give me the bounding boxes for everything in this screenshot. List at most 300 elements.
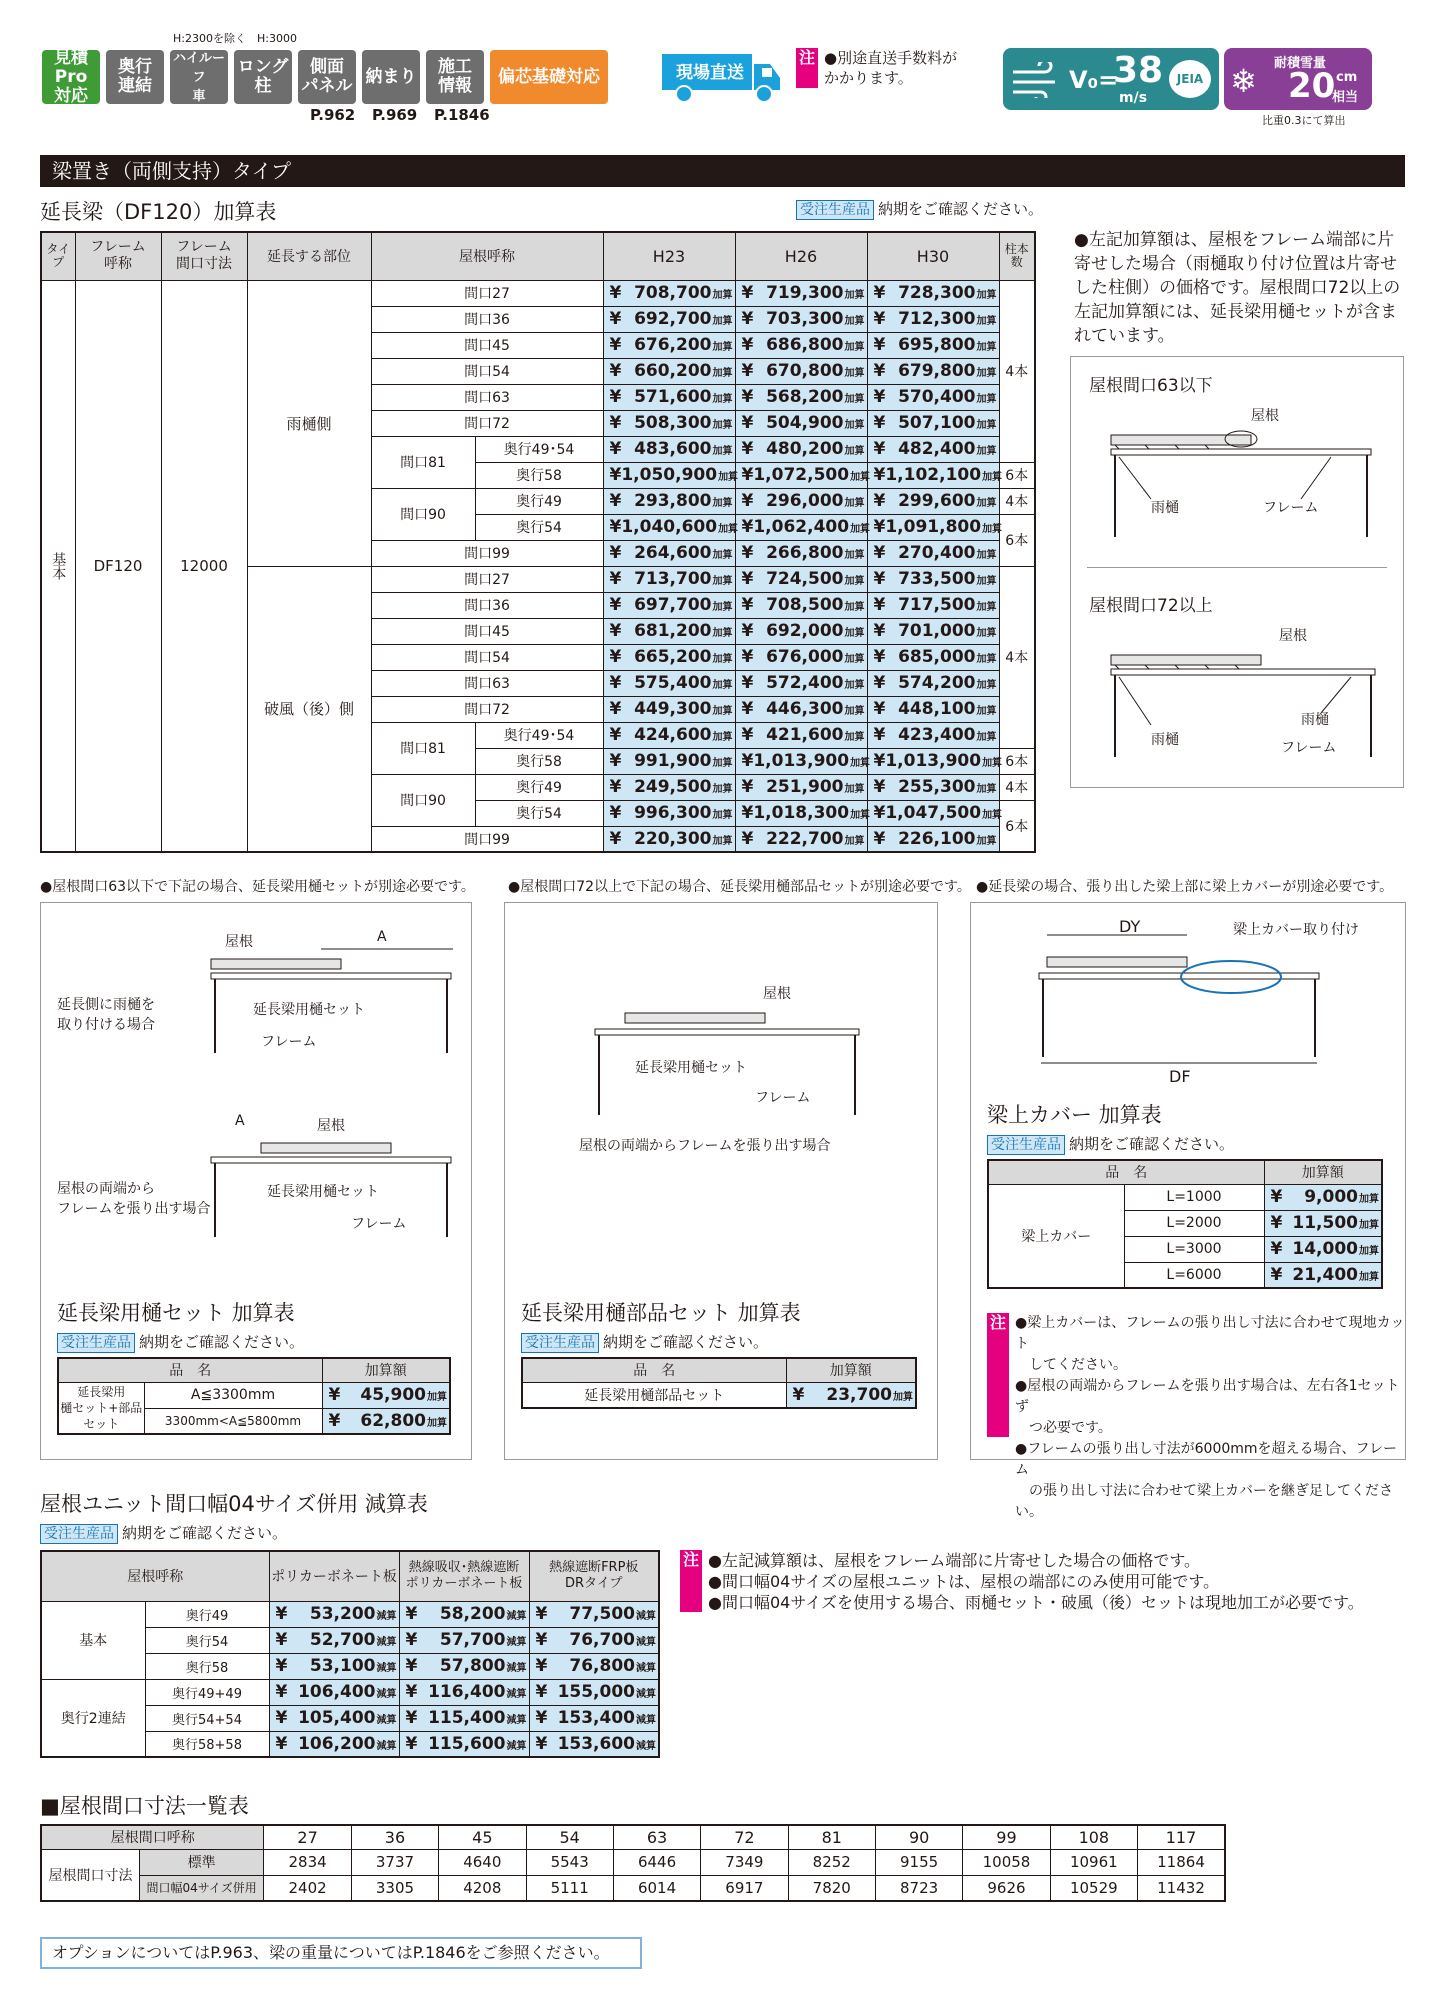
badge-2: ハイルーフ 車 (170, 50, 228, 104)
b3-price-3: ¥ 14,000加算 (1264, 1236, 1382, 1262)
reduce-price: ¥ 115,400減算 (399, 1705, 529, 1731)
ext-price: ¥ 423,400加算 (867, 722, 999, 748)
juchu-text: 納期をご確認ください。 (139, 1333, 305, 1351)
b3-title: 梁上カバー 加算表 (987, 1103, 1162, 1127)
b1-title: 延長梁用樋セット 加算表 (57, 1301, 295, 1325)
ext-price: ¥ 703,300加算 (735, 306, 867, 332)
b2-diagram (585, 999, 875, 1119)
b1-roof-label: 屋根 (225, 934, 253, 950)
diagram-title-72: 屋根間口72以上 (1089, 596, 1213, 616)
ext-price: ¥ 220,300加算 (603, 826, 735, 852)
reduce-note-2: ●間口幅04サイズの屋根ユニットは、屋根の端部にのみ使用可能です。 (708, 1572, 1220, 1591)
h-type: タイプ (41, 232, 75, 280)
b2-title: 延長梁用樋部品セット 加算表 (521, 1301, 801, 1325)
ext-price: ¥ 686,800加算 (735, 332, 867, 358)
ext-type: 基本 (41, 280, 75, 852)
reduce-price: ¥ 106,400減算 (269, 1679, 399, 1705)
h-price: 加算額 (1264, 1160, 1382, 1184)
ext-sub: 奥行49 (475, 774, 603, 800)
h-h26: H26 (735, 232, 867, 280)
snow-value: 20 (1288, 66, 1336, 106)
ext-sub: 奥行49･54 (475, 722, 603, 748)
ext-price: ¥ 679,800加算 (867, 358, 999, 384)
b2-frame-label: フレーム (755, 1090, 811, 1106)
reduce-price: ¥ 57,700減算 (399, 1627, 529, 1653)
diagram-roof-label-1: 屋根 (1251, 408, 1279, 424)
b1-price-1: ¥ 45,900加算 (322, 1382, 450, 1408)
b2-juchu-note (521, 1331, 768, 1353)
h-name: 品 名 (988, 1160, 1264, 1184)
ext-price: ¥ 1,018,300加算 (735, 800, 867, 826)
ext-price: ¥ 575,400加算 (603, 670, 735, 696)
h-name: 品 名 (522, 1358, 786, 1382)
ext-price: ¥ 264,600加算 (603, 540, 735, 566)
h-h30: H30 (867, 232, 999, 280)
ext-price: ¥ 226,100加算 (867, 826, 999, 852)
ext-price: ¥ 255,300加算 (867, 774, 999, 800)
b2-roof-label: 屋根 (763, 986, 791, 1002)
reduce-note-3: ●間口幅04サイズを使用する場合、雨樋セット・破風（後）セットは現地加工が必要です。 (708, 1593, 1364, 1612)
b2-price: ¥ 23,700加算 (786, 1382, 916, 1408)
b3-juchu-note (987, 1133, 1234, 1155)
reduce-note-mark: 注 (680, 1550, 702, 1612)
b3-len-2: L=2000 (1124, 1210, 1264, 1236)
dims-title: ■屋根間口寸法一覧表 (40, 1794, 249, 1818)
ext-roof: 間口99 (371, 826, 603, 852)
ext-posts: 6本 (999, 514, 1035, 566)
dims-name: 90 (875, 1825, 962, 1849)
reduce-depth: 奥行58+58 (145, 1731, 269, 1757)
dims-r2-val: 3305 (351, 1875, 438, 1901)
b1-frame-label-2: フレーム (351, 1216, 407, 1232)
ext-price: ¥ 480,200加算 (735, 436, 867, 462)
dims-row-label: 屋根間口寸法 (41, 1849, 139, 1901)
b1-set-label-2: 延長梁用樋セット (267, 1184, 379, 1200)
h-frame: フレーム 呼称 (75, 232, 161, 280)
ext-span: 12000 (161, 280, 247, 852)
b1-diagram-2 (201, 1129, 461, 1239)
h-span: フレーム 間口寸法 (161, 232, 247, 280)
ext-roof: 間口63 (371, 670, 603, 696)
dims-r2-val: 6917 (701, 1875, 788, 1901)
b1-case1-label: 延長側に雨樋を 取り付ける場合 (57, 997, 155, 1033)
snowflake-icon: ❄ (1230, 62, 1257, 100)
juchu-text: 納期をご確認ください。 (122, 1524, 288, 1542)
ext-price: ¥ 1,062,400加算 (735, 514, 867, 540)
ext-price: ¥ 251,900加算 (735, 774, 867, 800)
reduce-table (40, 1550, 660, 1758)
ext-price: ¥ 299,600加算 (867, 488, 999, 514)
reduce-price: ¥ 77,500減算 (529, 1601, 659, 1627)
b3-item: 梁上カバー (988, 1184, 1124, 1288)
made-to-order-badge: 受注生産品 (521, 1333, 599, 1353)
ext-price: ¥ 483,600加算 (603, 436, 735, 462)
b3-note-1: ●梁上カバーは、フレームの張り出し寸法に合わせて現地カット してください。 (1015, 1315, 1405, 1373)
jeia-mark: JEIA (1169, 60, 1211, 98)
ext-price: ¥ 504,900加算 (735, 410, 867, 436)
mid-note-2: ●屋根間口72以上で下記の場合、延長梁用樋部品セットが別途必要です。 (508, 879, 971, 895)
ext-price: ¥ 695,800加算 (867, 332, 999, 358)
ext-price: ¥ 296,000加算 (735, 488, 867, 514)
b3-note-mark: 注 (987, 1313, 1009, 1437)
dims-name: 108 (1050, 1825, 1137, 1849)
b3-dy-label: DY (1119, 917, 1141, 936)
ext-price: ¥ 572,400加算 (735, 670, 867, 696)
ext-roof: 間口72 (371, 696, 603, 722)
dims-table (40, 1824, 1226, 1902)
b1-a-label: A (377, 929, 387, 945)
reduce-notes (708, 1550, 1364, 1613)
h-name: 品 名 (58, 1358, 322, 1382)
reduce-depth: 奥行49 (145, 1601, 269, 1627)
ext-right-note: ●左記加算額は、屋根をフレーム端部に片寄せした場合（雨樋取り付け位置は片寄せした柱側）の価格です。屋根間口72以上の左記加算額には、延長梁用樋セットが含まれています。 (1074, 230, 1401, 346)
ext-roof: 間口45 (371, 332, 603, 358)
mid-note-3: ●延長梁の場合、張り出した梁上部に梁上カバーが別途必要です。 (976, 879, 1394, 895)
ext-juchu-note (796, 198, 1043, 220)
snow-suffix: 相当 (1332, 90, 1359, 105)
reduce-price: ¥ 115,600減算 (399, 1731, 529, 1757)
ext-posts: 6本 (999, 462, 1035, 488)
reduce-note-1: ●左記減算額は、屋根をフレーム端部に片寄せした場合の価格です。 (708, 1551, 1201, 1570)
ext-price: ¥ 508,300加算 (603, 410, 735, 436)
ext-roof: 間口81 (371, 436, 475, 488)
reduce-price: ¥ 105,400減算 (269, 1705, 399, 1731)
b1-diagram-1 (201, 945, 461, 1055)
b3-len-4: L=6000 (1124, 1262, 1264, 1288)
ext-price: ¥ 421,600加算 (735, 722, 867, 748)
ext-roof: 間口63 (371, 384, 603, 410)
wind-label: V₀= (1069, 66, 1119, 94)
diagram-frame-label-1: フレーム (1263, 500, 1319, 516)
dims-r2-val: 5111 (526, 1875, 613, 1901)
ext-price: ¥ 1,013,900加算 (735, 748, 867, 774)
ext-sub: 奥行49 (475, 488, 603, 514)
badge-3: ロング 柱 (234, 50, 292, 104)
dims-r2-val: 7820 (788, 1875, 875, 1901)
footer-note: オプションについてはP.963、梁の重量についてはP.1846をご参照ください。 (40, 1937, 642, 1969)
ext-posts: 4本 (999, 566, 1035, 748)
b1-cond-1: A≦3300mm (144, 1382, 322, 1408)
b3-diagram (1031, 929, 1331, 1079)
diagram-roof-label-2: 屋根 (1279, 628, 1307, 644)
ext-price: ¥ 670,800加算 (735, 358, 867, 384)
reduce-price: ¥ 116,400減算 (399, 1679, 529, 1705)
diagram-gutter-label-2: 雨樋 (1151, 732, 1179, 748)
ext-price: ¥ 1,013,900加算 (867, 748, 999, 774)
beam-cover-box (970, 902, 1406, 1520)
b1-item: 延長梁用 樋セット+部品セット (58, 1382, 144, 1434)
ext-price: ¥ 728,300加算 (867, 280, 999, 306)
badge-6: 施工 情報 (426, 50, 484, 104)
b1-a-label-2: A (235, 1113, 245, 1129)
ext-price-table (40, 231, 1036, 853)
ext-price: ¥ 681,200加算 (603, 618, 735, 644)
diagram-gutter-label-2b: 雨樋 (1301, 712, 1329, 728)
dims-r1-val: 11864 (1138, 1849, 1225, 1875)
ext-sub: 奥行49･54 (475, 436, 603, 462)
direct-delivery-label: 現場直送 (676, 63, 744, 83)
ext-roof: 間口90 (371, 774, 475, 826)
ext-posts: 4本 (999, 488, 1035, 514)
reduce-depth: 奥行54+54 (145, 1705, 269, 1731)
reduce-price: ¥ 155,000減算 (529, 1679, 659, 1705)
made-to-order-badge: 受注生産品 (987, 1135, 1065, 1155)
dims-r2-val: 4208 (439, 1875, 526, 1901)
ext-price: ¥ 665,200加算 (603, 644, 735, 670)
reduce-price: ¥ 106,200減算 (269, 1731, 399, 1757)
b3-price-4: ¥ 21,400加算 (1264, 1262, 1382, 1288)
ext-price: ¥ 719,300加算 (735, 280, 867, 306)
reduce-group: 奥行2連結 (41, 1679, 145, 1757)
page-ref-2[interactable]: P.969 (372, 106, 418, 124)
ext-posts: 4本 (999, 774, 1035, 800)
made-to-order-badge: 受注生産品 (796, 200, 874, 220)
h-price: 加算額 (786, 1358, 916, 1382)
snow-note: 比重0.3にて算出 (1262, 114, 1346, 127)
beam-cover-price-table (987, 1159, 1383, 1289)
ext-roof: 間口99 (371, 540, 603, 566)
reduce-title: 屋根ユニット間口幅04サイズ併用 減算表 (40, 1492, 428, 1516)
gutter-set-box (40, 902, 472, 1460)
diagram-63 (1101, 417, 1391, 547)
b3-note-3: ●フレームの張り出し寸法が6000mmを超える場合、フレーム の張り出し寸法に合わせて梁上カバーを継ぎ足してください。 (1015, 1441, 1397, 1520)
ext-price: ¥ 713,700加算 (603, 566, 735, 592)
dims-name: 36 (351, 1825, 438, 1849)
ext-price: ¥ 724,500加算 (735, 566, 867, 592)
ext-price: ¥ 571,600加算 (603, 384, 735, 410)
b1-price-2: ¥ 62,800加算 (322, 1408, 450, 1434)
ext-price: ¥ 574,200加算 (867, 670, 999, 696)
reduce-price: ¥ 52,700減算 (269, 1627, 399, 1653)
b3-df-label: DF (1169, 1067, 1191, 1086)
ext-part: 破風（後）側 (247, 566, 371, 852)
ext-price: ¥ 733,500加算 (867, 566, 999, 592)
ext-roof: 間口81 (371, 722, 475, 774)
ext-table-title: 延長梁（DF120）加算表 (40, 200, 277, 224)
reduce-price: ¥ 53,200減算 (269, 1601, 399, 1627)
ext-price: ¥ 712,300加算 (867, 306, 999, 332)
dims-r1-val: 3737 (351, 1849, 438, 1875)
diagram-divider (1087, 567, 1387, 568)
made-to-order-badge: 受注生産品 (57, 1333, 135, 1353)
ext-price: ¥ 692,700加算 (603, 306, 735, 332)
ext-posts: 6本 (999, 748, 1035, 774)
ext-sub: 奥行54 (475, 800, 603, 826)
b3-notes (1015, 1313, 1405, 1523)
h-roof: 屋根呼称 (371, 232, 603, 280)
dims-r1-val: 4640 (439, 1849, 526, 1875)
dims-r2-val: 11432 (1138, 1875, 1225, 1901)
ext-price: ¥ 701,000加算 (867, 618, 999, 644)
h-posts: 柱本数 (999, 232, 1035, 280)
snow-badge (1224, 48, 1372, 110)
reduce-group: 基本 (41, 1601, 145, 1679)
ext-part: 雨樋側 (247, 280, 371, 566)
r-h-c2: 熱線吸収･熱線遮断 ポリカーボネート板 (399, 1551, 529, 1601)
h-price: 加算額 (322, 1358, 450, 1382)
r-h-roof: 屋根呼称 (41, 1551, 269, 1601)
ext-roof: 間口27 (371, 566, 603, 592)
reduce-depth: 奥行54 (145, 1627, 269, 1653)
dims-r2-val: 10529 (1050, 1875, 1137, 1901)
b3-note-2: ●屋根の両端からフレームを張り出す場合は、左右各1セットず つ必要です。 (1015, 1378, 1400, 1436)
dims-r1-val: 2834 (264, 1849, 351, 1875)
mid-note-1: ●屋根間口63以下で下記の場合、延長梁用樋セットが別途必要です。 (40, 879, 475, 895)
h-h23: H23 (603, 232, 735, 280)
ext-roof: 間口54 (371, 358, 603, 384)
dims-name: 63 (613, 1825, 700, 1849)
page-ref-1[interactable]: P.962 (310, 106, 356, 124)
ext-roof: 間口27 (371, 280, 603, 306)
ext-price: ¥ 676,200加算 (603, 332, 735, 358)
ext-price: ¥ 1,072,500加算 (735, 462, 867, 488)
wind-icon (1011, 62, 1061, 98)
dims-r2-val: 2402 (264, 1875, 351, 1901)
dims-name: 54 (526, 1825, 613, 1849)
diagram-title-63: 屋根間口63以下 (1089, 376, 1213, 396)
reduce-price: ¥ 76,800減算 (529, 1653, 659, 1679)
ext-price: ¥ 448,100加算 (867, 696, 999, 722)
b1-cond-2: 3300mm<A≦5800mm (144, 1408, 322, 1434)
ext-price: ¥ 449,300加算 (603, 696, 735, 722)
reduce-row (41, 1679, 659, 1705)
ext-price: ¥ 676,000加算 (735, 644, 867, 670)
ext-price: ¥ 991,900加算 (603, 748, 735, 774)
ext-price: ¥ 570,400加算 (867, 384, 999, 410)
ext-sub: 奥行58 (475, 462, 603, 488)
ext-price: ¥ 697,700加算 (603, 592, 735, 618)
dims-name: 27 (264, 1825, 351, 1849)
ext-price: ¥ 266,800加算 (735, 540, 867, 566)
direct-note: ●別途直送手数料が かかります。 (824, 49, 958, 87)
r-h-c3: 熱線遮断FRP板 DRタイプ (529, 1551, 659, 1601)
ext-roof: 間口90 (371, 488, 475, 540)
ext-roof: 間口72 (371, 410, 603, 436)
b1-juchu-note (57, 1331, 304, 1353)
wind-badge (1003, 48, 1219, 110)
wind-unit: m/s (1119, 90, 1148, 106)
ext-price: ¥ 1,047,500加算 (867, 800, 999, 826)
reduce-price: ¥ 76,700減算 (529, 1627, 659, 1653)
b1-frame-label: フレーム (261, 1034, 317, 1050)
dims-r2-val: 9626 (963, 1875, 1050, 1901)
b3-len-1: L=1000 (1124, 1184, 1264, 1210)
dims-h-name: 屋根間口呼称 (41, 1825, 264, 1849)
badge-4: 側面 パネル (298, 50, 356, 104)
badge-7: 偏芯基礎対応 (490, 50, 608, 104)
ext-roof: 間口36 (371, 592, 603, 618)
ext-price: ¥ 568,200加算 (735, 384, 867, 410)
dims-r2-val: 8723 (875, 1875, 962, 1901)
reduce-price: ¥ 153,400減算 (529, 1705, 659, 1731)
ext-price: ¥ 1,091,800加算 (867, 514, 999, 540)
gutter-set-price-table (57, 1357, 451, 1435)
b2-caption: 屋根の両端からフレームを張り出す場合 (579, 1138, 831, 1154)
ext-sub: 奥行58 (475, 748, 603, 774)
dims-r1-val: 8252 (788, 1849, 875, 1875)
ext-price: ¥ 685,000加算 (867, 644, 999, 670)
ext-price: ¥ 660,200加算 (603, 358, 735, 384)
note-mark: 注 (796, 48, 818, 88)
ext-price: ¥ 1,102,100加算 (867, 462, 999, 488)
height-note: H:2300を除く H:3000 (173, 32, 297, 45)
gutter-parts-box (504, 902, 938, 1460)
ext-price: ¥ 708,500加算 (735, 592, 867, 618)
b3-price-2: ¥ 11,500加算 (1264, 1210, 1382, 1236)
b2-set-label: 延長梁用樋セット (635, 1060, 747, 1076)
ext-price: ¥ 482,400加算 (867, 436, 999, 462)
dims-r1-val: 10058 (963, 1849, 1050, 1875)
ext-price: ¥ 692,000加算 (735, 618, 867, 644)
reduce-row (41, 1601, 659, 1627)
diagram-72 (1101, 637, 1391, 767)
page-ref-3[interactable]: P.1846 (434, 106, 490, 124)
ext-price: ¥ 222,700加算 (735, 826, 867, 852)
ext-price: ¥ 446,300加算 (735, 696, 867, 722)
made-to-order-badge: 受注生産品 (40, 1524, 118, 1544)
dims-name: 117 (1138, 1825, 1225, 1849)
dims-name: 45 (439, 1825, 526, 1849)
ext-price: ¥ 708,700加算 (603, 280, 735, 306)
dims-r2-val: 6014 (613, 1875, 700, 1901)
dims-r1-val: 6446 (613, 1849, 700, 1875)
gutter-parts-price-table (521, 1357, 917, 1409)
dims-r2-label: 間口幅04サイズ併用 (139, 1875, 264, 1901)
juchu-text: 納期をご確認ください。 (1069, 1135, 1235, 1153)
reduce-price: ¥ 58,200減算 (399, 1601, 529, 1627)
b1-case2-label: 屋根の両端から フレームを張り出す場合 (57, 1181, 211, 1217)
ext-posts: 6本 (999, 800, 1035, 852)
r-h-c1: ポリカーボネート板 (269, 1551, 399, 1601)
badge-5: 納まり (362, 50, 420, 104)
ext-price: ¥ 507,100加算 (867, 410, 999, 436)
dims-r1-val: 10961 (1050, 1849, 1137, 1875)
ext-row (41, 280, 1035, 306)
badge-0: 見積Pro 対応 (42, 50, 100, 104)
diagram-frame-label-2: フレーム (1281, 740, 1337, 756)
dims-r1-val: 9155 (875, 1849, 962, 1875)
ext-frame: DF120 (75, 280, 161, 852)
reduce-depth: 奥行58 (145, 1653, 269, 1679)
ext-price: ¥ 249,500加算 (603, 774, 735, 800)
ext-roof: 間口45 (371, 618, 603, 644)
dims-r1-val: 5543 (526, 1849, 613, 1875)
section-header: 梁置き（両側支持）タイプ (40, 155, 1405, 187)
b1-roof-label-2: 屋根 (317, 1118, 345, 1134)
reduce-juchu-note (40, 1522, 287, 1544)
b2-item: 延長梁用樋部品セット (522, 1382, 786, 1408)
ext-roof: 間口36 (371, 306, 603, 332)
juchu-text: 納期をご確認ください。 (878, 200, 1044, 218)
b3-cover-label: 梁上カバー取り付け (1233, 922, 1359, 938)
reduce-price: ¥ 153,600減算 (529, 1731, 659, 1757)
ext-posts: 4本 (999, 280, 1035, 462)
reduce-price: ¥ 53,100減算 (269, 1653, 399, 1679)
roof-span-diagram-box (1070, 356, 1404, 788)
juchu-text: 納期をご確認ください。 (603, 1333, 769, 1351)
ext-price: ¥ 424,600加算 (603, 722, 735, 748)
ext-roof: 間口54 (371, 644, 603, 670)
dims-r1-val: 7349 (701, 1849, 788, 1875)
b3-len-3: L=3000 (1124, 1236, 1264, 1262)
snow-label: 耐積雪量 (1274, 56, 1327, 71)
reduce-price: ¥ 57,800減算 (399, 1653, 529, 1679)
ext-price: ¥ 717,500加算 (867, 592, 999, 618)
b1-set-label: 延長梁用樋セット (253, 1002, 365, 1018)
ext-price: ¥ 996,300加算 (603, 800, 735, 826)
ext-price: ¥ 1,050,900加算 (603, 462, 735, 488)
dims-name: 81 (788, 1825, 875, 1849)
